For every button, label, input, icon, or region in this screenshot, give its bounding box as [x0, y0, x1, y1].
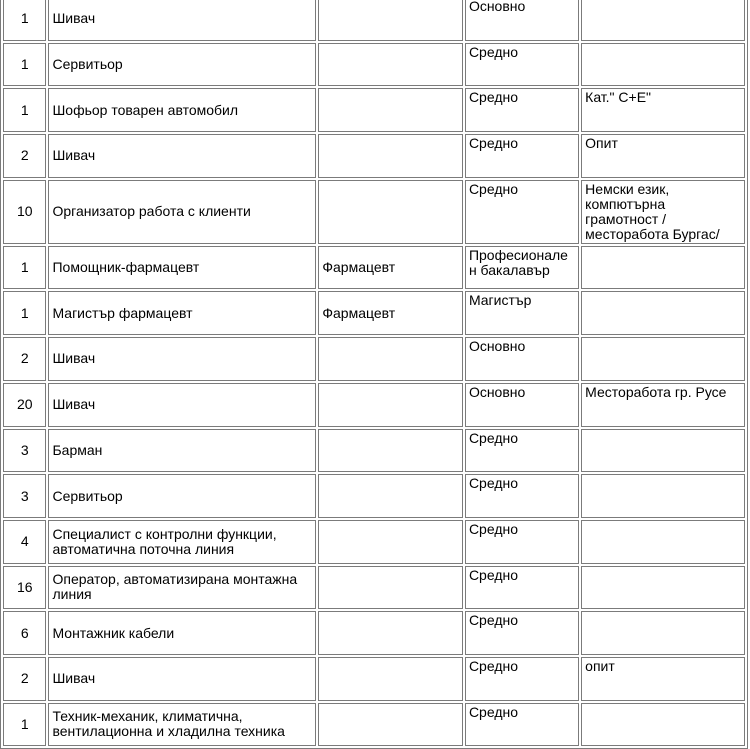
- cell-notes: [581, 337, 745, 381]
- cell-position: Шивач: [48, 0, 316, 41]
- cell-position: Сервитьор: [48, 474, 316, 518]
- table-row: [3, 134, 745, 178]
- cell-position: Организатор работа с клиенти: [48, 180, 316, 244]
- table-row: [3, 180, 745, 244]
- cell-position: Шивач: [48, 134, 316, 178]
- table-row: [3, 703, 745, 747]
- table-row: [3, 429, 745, 473]
- cell-count: 3: [3, 474, 46, 518]
- cell-education: Средно: [465, 520, 579, 564]
- cell-qualification: [318, 134, 463, 178]
- cell-position: Помощник-фармацевт: [48, 246, 316, 290]
- cell-notes: [581, 611, 745, 655]
- cell-education: Средно: [465, 566, 579, 610]
- cell-qualification: Фармацевт: [318, 246, 463, 290]
- cell-count: 1: [3, 43, 46, 87]
- cell-qualification: [318, 611, 463, 655]
- cell-qualification: [318, 180, 463, 244]
- cell-notes: [581, 474, 745, 518]
- table-row: [3, 246, 745, 290]
- table-row: [3, 0, 745, 41]
- table-row: [3, 566, 745, 610]
- cell-count: 1: [3, 703, 46, 747]
- cell-education: Основно: [465, 383, 579, 427]
- cell-qualification: [318, 88, 463, 132]
- cell-count: 2: [3, 337, 46, 381]
- cell-notes: [581, 429, 745, 473]
- vacancies-table-body: [3, 0, 745, 746]
- cell-notes: [581, 520, 745, 564]
- cell-qualification: Фармацевт: [318, 291, 463, 335]
- cell-count: 1: [3, 88, 46, 132]
- cell-education: Професионален бакалавър: [465, 246, 579, 290]
- cell-education: Средно: [465, 88, 579, 132]
- cell-notes: [581, 0, 745, 41]
- cell-qualification: [318, 657, 463, 701]
- table-row: [3, 291, 745, 335]
- cell-qualification: [318, 566, 463, 610]
- table-row: [3, 611, 745, 655]
- cell-position: Магистър фармацевт: [48, 291, 316, 335]
- cell-count: 2: [3, 134, 46, 178]
- cell-education: Средно: [465, 429, 579, 473]
- cell-education: Основно: [465, 337, 579, 381]
- cell-position: Специалист с контролни функции, автоматична поточна линия: [48, 520, 316, 564]
- table-row: [3, 43, 745, 87]
- cell-position: Шивач: [48, 383, 316, 427]
- cell-count: 10: [3, 180, 46, 244]
- cell-qualification: [318, 383, 463, 427]
- table-row: [3, 520, 745, 564]
- cell-qualification: [318, 429, 463, 473]
- table-row: [3, 88, 745, 132]
- cell-notes: Месторабота гр. Русе: [581, 383, 745, 427]
- cell-education: Магистър: [465, 291, 579, 335]
- cell-count: 3: [3, 429, 46, 473]
- cell-notes: [581, 703, 745, 747]
- cell-position: Монтажник кабели: [48, 611, 316, 655]
- cell-education: Средно: [465, 703, 579, 747]
- table-row: [3, 383, 745, 427]
- cell-education: Средно: [465, 657, 579, 701]
- cell-qualification: [318, 0, 463, 41]
- cell-qualification: [318, 337, 463, 381]
- cell-notes: Кат." С+Е": [581, 88, 745, 132]
- cell-notes: [581, 246, 745, 290]
- cell-position: Шофьор товарен автомобил: [48, 88, 316, 132]
- cell-qualification: [318, 43, 463, 87]
- cell-qualification: [318, 474, 463, 518]
- cell-notes: опит: [581, 657, 745, 701]
- cell-position: Сервитьор: [48, 43, 316, 87]
- cell-qualification: [318, 703, 463, 747]
- cell-count: 16: [3, 566, 46, 610]
- cell-education: Средно: [465, 474, 579, 518]
- table-row: [3, 657, 745, 701]
- cell-education: Средно: [465, 180, 579, 244]
- cell-qualification: [318, 520, 463, 564]
- cell-education: Основно: [465, 0, 579, 41]
- cell-notes: [581, 291, 745, 335]
- cell-position: Шивач: [48, 657, 316, 701]
- cell-position: Барман: [48, 429, 316, 473]
- cell-position: Шивач: [48, 337, 316, 381]
- cell-count: 6: [3, 611, 46, 655]
- cell-notes: [581, 566, 745, 610]
- cell-position: Оператор, автоматизирана монтажна линия: [48, 566, 316, 610]
- cell-notes: Опит: [581, 134, 745, 178]
- cell-notes: [581, 43, 745, 87]
- cell-education: Средно: [465, 43, 579, 87]
- cell-count: 1: [3, 291, 46, 335]
- cell-count: 1: [3, 246, 46, 290]
- cell-count: 4: [3, 520, 46, 564]
- cell-count: 1: [3, 0, 46, 41]
- table-row: [3, 474, 745, 518]
- cell-count: 20: [3, 383, 46, 427]
- table-row: [3, 337, 745, 381]
- cell-education: Средно: [465, 611, 579, 655]
- cell-count: 2: [3, 657, 46, 701]
- cell-position: Техник-механик, климатична, вентилационна и хладилна техника: [48, 703, 316, 747]
- cell-education: Средно: [465, 134, 579, 178]
- cell-notes: Немски език, компютърна грамотност /месторабота Бургас/: [581, 180, 745, 244]
